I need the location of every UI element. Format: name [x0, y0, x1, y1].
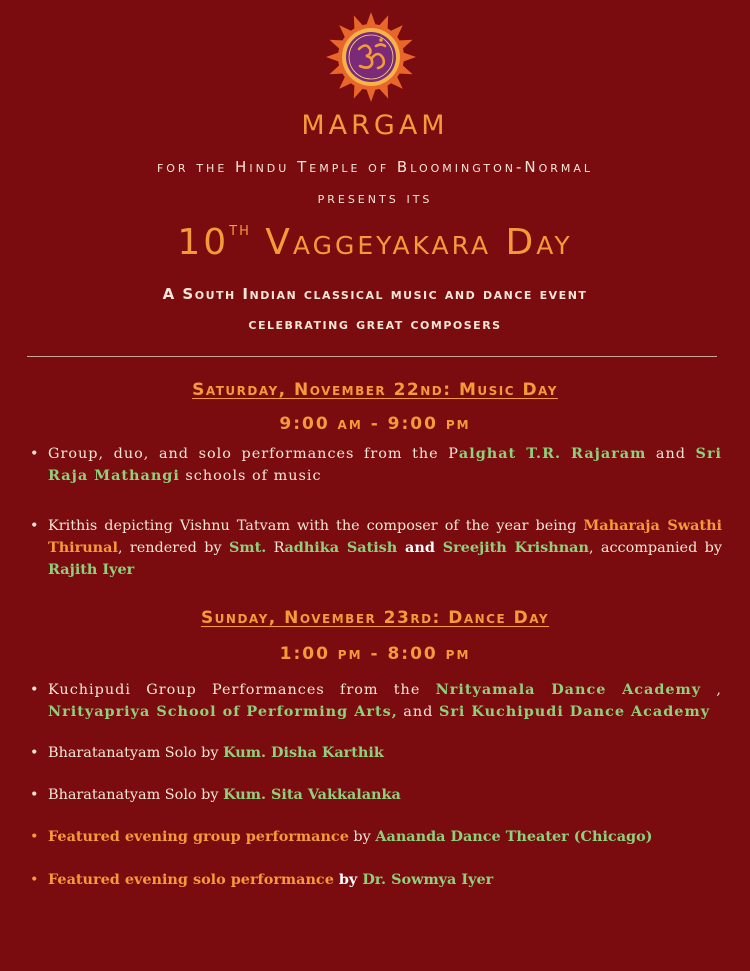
- performer-name: adhika Satish: [284, 539, 398, 556]
- list-item: • Featured evening solo performance by Dr. Sowmya Iyer: [30, 869, 722, 891]
- event-number-suffix: th: [229, 219, 251, 240]
- performer-name: Sri Raja Mathangi: [48, 445, 722, 484]
- section-divider: [27, 356, 717, 357]
- performer-name: Aananda Dance Theater (Chicago): [375, 828, 653, 845]
- bullet-icon: •: [30, 446, 40, 462]
- composer-name: Maharaja Swathi Thirunal: [48, 517, 722, 556]
- sunday-time: 1:00 pm - 8:00 pm: [279, 644, 471, 664]
- performer-name: Kum. Sita Vakkalanka: [223, 786, 401, 803]
- bullet-icon: •: [30, 787, 39, 803]
- subtitle-line-1: A South Indian classical music and dance event: [162, 285, 588, 303]
- featured-label: Featured evening solo performance: [48, 871, 334, 888]
- performer-name: Dr. Sowmya Iyer: [362, 871, 494, 888]
- list-item: • Bharatanatyam Solo by Kum. Sita Vakkalanka: [30, 784, 722, 806]
- performer-name: alghat T.R. Rajaram: [458, 445, 647, 462]
- event-title: [0, 219, 750, 263]
- performer-name: Sreejith Krishnan: [442, 539, 589, 556]
- bullet-icon: •: [30, 872, 39, 888]
- list-item: • Kuchipudi Group Performances from the Nrityamala Dance Academy , Nrityapriya School of Performing Arts, and Sri Kuchipudi Dance Academy: [30, 681, 722, 720]
- list-item: • Bharatanatyam Solo by Kum. Disha Karthik: [30, 742, 722, 764]
- performer-name: Smt.: [228, 539, 267, 556]
- performer-name: Sri Kuchipudi Dance Academy: [438, 703, 711, 720]
- event-name: Vaggeyakara Day: [265, 222, 573, 263]
- performer-name: Kum. Disha Karthik: [223, 744, 384, 761]
- sunday-heading: Sunday, November 23rd: Dance Day: [200, 608, 550, 628]
- performer-name: Nrityapriya School of Performing Arts,: [48, 703, 398, 720]
- event-number: 10: [177, 222, 230, 263]
- list-item: • Krithis depicting Vishnu Tatvam with the composer of the year being Maharaja Swathi Thirunal, rendered by Smt. Radhika Satish and Sreejith Krishnan, accompanied by Rajith Iyer: [30, 517, 722, 578]
- om-logo: [326, 12, 416, 102]
- performer-name: Nrityamala Dance Academy: [435, 681, 702, 698]
- subtitle-line-2: celebrating great composers: [248, 315, 502, 333]
- bullet-icon: •: [30, 745, 39, 761]
- list-item: • Featured evening group performance by Aananda Dance Theater (Chicago): [30, 826, 722, 848]
- presenter-line: for the Hindu Temple of Bloomington-Normal: [156, 158, 594, 176]
- brand-title: MARGAM: [301, 110, 449, 141]
- bullet-icon: •: [30, 518, 39, 534]
- presents-line: presents its: [317, 189, 433, 207]
- bullet-icon: •: [30, 829, 39, 845]
- performer-name: Rajith Iyer: [48, 561, 135, 578]
- saturday-time: 9:00 am - 9:00 pm: [279, 414, 471, 434]
- featured-label: Featured evening group performance: [48, 828, 349, 845]
- bullet-icon: •: [30, 682, 40, 698]
- saturday-heading: Saturday, November 22nd: Music Day: [192, 380, 558, 400]
- list-item: • Group, duo, and solo performances from the Palghat T.R. Rajaram and Sri Raja Mathangi schools of music: [30, 445, 722, 484]
